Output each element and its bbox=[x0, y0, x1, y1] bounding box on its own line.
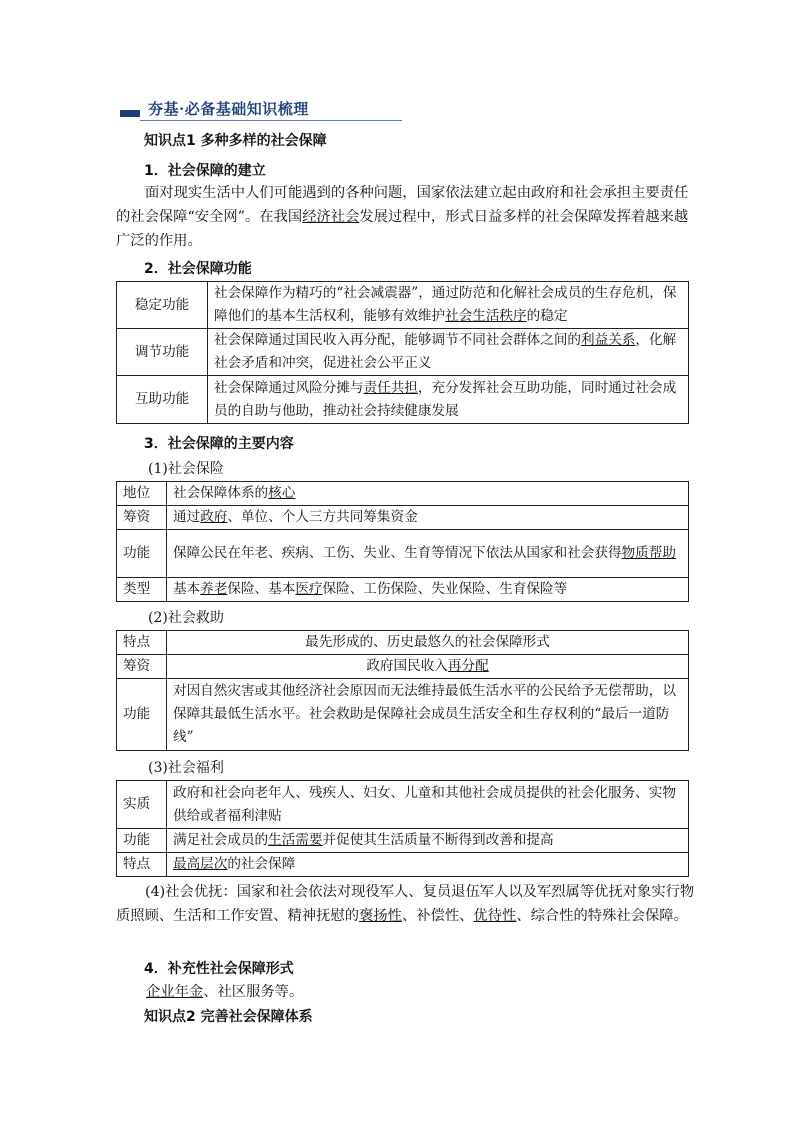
row-content: 社会保障通过国民收入再分配，能够调节不同社会群体之间的利益关系，化解社会矛盾和冲突，促进社会公平正义 bbox=[208, 329, 689, 376]
row-label: 筹资 bbox=[117, 655, 167, 679]
table-row bbox=[117, 679, 689, 751]
social-welfare-title: (3)社会福利 bbox=[148, 760, 224, 776]
row-label: 特点 bbox=[117, 631, 167, 655]
row-content: 最高层次的社会保障 bbox=[167, 853, 689, 877]
row-content: 通过政府、单位、个人三方共同筹集资金 bbox=[167, 506, 689, 530]
welfare-table bbox=[116, 780, 689, 877]
table-row bbox=[117, 282, 689, 329]
table-row bbox=[117, 482, 689, 506]
section-3-title: 3．社会保障的主要内容 bbox=[144, 436, 294, 452]
row-content: 对因自然灾害或其他经济社会原因而无法维持最低生活水平的公民给予无偿帮助，以保障其最低生活水平。社会救助是保障社会成员生活安全和生存权利的“最后一道防线” bbox=[167, 679, 689, 751]
table-row bbox=[117, 655, 689, 679]
row-label: 筹资 bbox=[117, 506, 167, 530]
section-2-title: 2．社会保障功能 bbox=[144, 261, 252, 277]
function-table bbox=[116, 281, 689, 424]
row-content: 满足社会成员的生活需要并促使其生活质量不断得到改善和提高 bbox=[167, 829, 689, 853]
row-label: 类型 bbox=[117, 578, 167, 602]
row-content: 社会保障体系的核心 bbox=[167, 482, 689, 506]
section-1-paragraph: 面对现实生活中人们可能遇到的各种问题，国家依法建立起由政府和社会承担主要责任的社会保障“安全网”。在我国经济社会发展过程中，形式日益多样的社会保障发挥着越来越广泛的作用。 bbox=[116, 185, 689, 249]
table-row bbox=[117, 376, 689, 424]
row-label: 功能 bbox=[117, 530, 167, 578]
knowledge-point-1-title: 知识点1 多种多样的社会保障 bbox=[144, 133, 327, 149]
row-content: 政府国民收入再分配 bbox=[167, 655, 689, 679]
row-content: 最先形成的、历史最悠久的社会保障形式 bbox=[167, 631, 689, 655]
social-assistance-title: (2)社会救助 bbox=[148, 610, 224, 626]
table-row bbox=[117, 329, 689, 376]
table-row bbox=[117, 506, 689, 530]
row-label: 实质 bbox=[117, 781, 167, 829]
insurance-table bbox=[116, 481, 689, 602]
row-label: 调节功能 bbox=[117, 329, 208, 376]
section-4-title: 4．补充性社会保障形式 bbox=[144, 961, 294, 977]
row-content: 社会保障通过风险分摊与责任共担，充分发挥社会互助功能，同时通过社会成员的自助与他助，推动社会持续健康发展 bbox=[208, 376, 689, 424]
assistance-table bbox=[116, 630, 689, 751]
row-label: 功能 bbox=[117, 679, 167, 751]
table-row bbox=[117, 781, 689, 829]
row-label: 特点 bbox=[117, 853, 167, 877]
row-label: 功能 bbox=[117, 829, 167, 853]
row-label: 地位 bbox=[117, 482, 167, 506]
banner-underline bbox=[140, 120, 402, 121]
knowledge-point-2-title: 知识点2 完善社会保障体系 bbox=[144, 1009, 313, 1025]
row-content: 保障公民在年老、疾病、工伤、失业、生育等情况下依法从国家和社会获得物质帮助 bbox=[167, 530, 689, 578]
table-row bbox=[117, 829, 689, 853]
banner-title: 夯基·必备基础知识梳理 bbox=[148, 100, 309, 118]
social-insurance-title: (1)社会保险 bbox=[148, 461, 224, 477]
section-4-paragraph: 企业年金、社区服务等。 bbox=[146, 984, 304, 1000]
table-row bbox=[117, 631, 689, 655]
section-banner bbox=[120, 98, 402, 122]
row-label: 互助功能 bbox=[117, 376, 208, 424]
row-content: 社会保障作为精巧的“社会减震器”，通过防范和化解社会成员的生存危机，保障他们的基本生活权利，能够有效维护社会生活秩序的稳定 bbox=[208, 282, 689, 329]
table-row bbox=[117, 530, 689, 578]
section-1-title: 1．社会保障的建立 bbox=[144, 163, 266, 179]
banner-accent-bar bbox=[120, 110, 140, 117]
table-row bbox=[117, 578, 689, 602]
preferential-treatment-paragraph: (4)社会优抚：国家和社会依法对现役军人、复员退伍军人以及军烈属等优抚对象实行物质照顾、生活和工作安置、精神抚慰的褒扬性、补偿性、优待性、综合性的特殊社会保障。 bbox=[116, 884, 695, 924]
row-content: 基本养老保险、基本医疗保险、工伤保险、失业保险、生育保险等 bbox=[167, 578, 689, 602]
row-label: 稳定功能 bbox=[117, 282, 208, 329]
row-content: 政府和社会向老年人、残疾人、妇女、儿童和其他社会成员提供的社会化服务、实物供给或者福利津贴 bbox=[167, 781, 689, 829]
table-row bbox=[117, 853, 689, 877]
